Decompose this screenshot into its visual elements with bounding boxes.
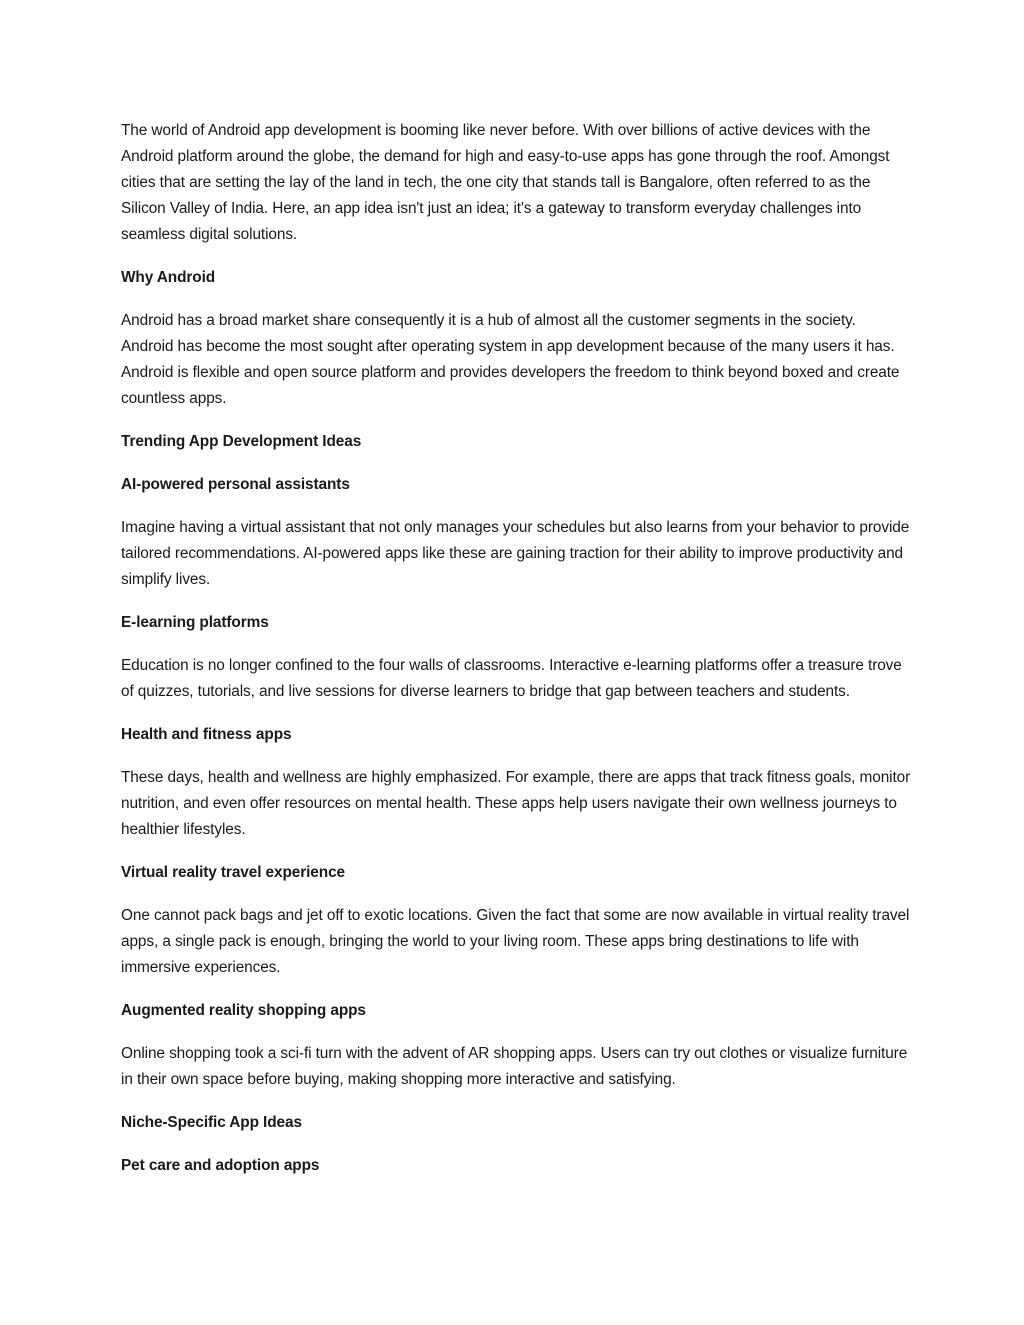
section-heading-niche-ideas: Niche-Specific App Ideas xyxy=(121,1114,302,1131)
section-heading-why-android: Why Android xyxy=(121,269,216,286)
vr-travel-paragraph: One cannot pack bags and jet off to exotic locations. Given the fact that some are now available in virtual reality travel apps, a single pack is enough, bringing the world to your living room. These apps bring destinations to life with immersive experiences. xyxy=(121,907,910,976)
ai-assistants-paragraph: Imagine having a virtual assistant that not only manages your schedules but also learns from your behavior to provide tailored recommendations. AI-powered apps like these are gaining traction for their ability to improve productivity and simplify lives. xyxy=(121,519,910,588)
section-heading-trending-ideas: Trending App Development Ideas xyxy=(121,433,362,450)
e-learning-paragraph: Education is no longer confined to the four walls of classrooms. Interactive e-learning platforms offer a treasure trove of quizzes, tutorials, and live sessions for diverse learners to bridge that gap between teachers and students. xyxy=(121,657,902,700)
subheading-pet-care: Pet care and adoption apps xyxy=(121,1157,320,1174)
subheading-ai-assistants: AI-powered personal assistants xyxy=(121,476,350,493)
subheading-ar-shopping: Augmented reality shopping apps xyxy=(121,1002,366,1019)
health-fitness-paragraph: These days, health and wellness are highly emphasized. For example, there are apps that track fitness goals, monitor nutrition, and even offer resources on mental health. These apps help users navigate their own wellness journeys to healthier lifestyles. xyxy=(121,769,911,838)
subheading-e-learning: E-learning platforms xyxy=(121,614,269,631)
subheading-health-fitness: Health and fitness apps xyxy=(121,726,292,743)
document-page xyxy=(121,118,911,1196)
why-android-paragraph: Android has a broad market share consequently it is a hub of almost all the customer segments in the society. Android has become the most sought after operating system in app development because of the many users it has. Android is flexible and open source platform and provides developers the freedom to think beyond boxed and create countless apps. xyxy=(121,312,900,407)
ar-shopping-paragraph: Online shopping took a sci-fi turn with the advent of AR shopping apps. Users can try out clothes or visualize furniture in their own space before buying, making shopping more interactive and satisfying. xyxy=(121,1045,908,1088)
subheading-vr-travel: Virtual reality travel experience xyxy=(121,864,345,881)
intro-paragraph: The world of Android app development is booming like never before. With over billions of active devices with the Android platform around the globe, the demand for high and easy-to-use apps has gone through the roof. Amongst cities that are setting the lay of the land in tech, the one city that stands tall is Bangalore, often referred to as the Silicon Valley of India. Here, an app idea isn't just an idea; it's a gateway to transform everyday challenges into seamless digital solutions. xyxy=(121,122,890,243)
